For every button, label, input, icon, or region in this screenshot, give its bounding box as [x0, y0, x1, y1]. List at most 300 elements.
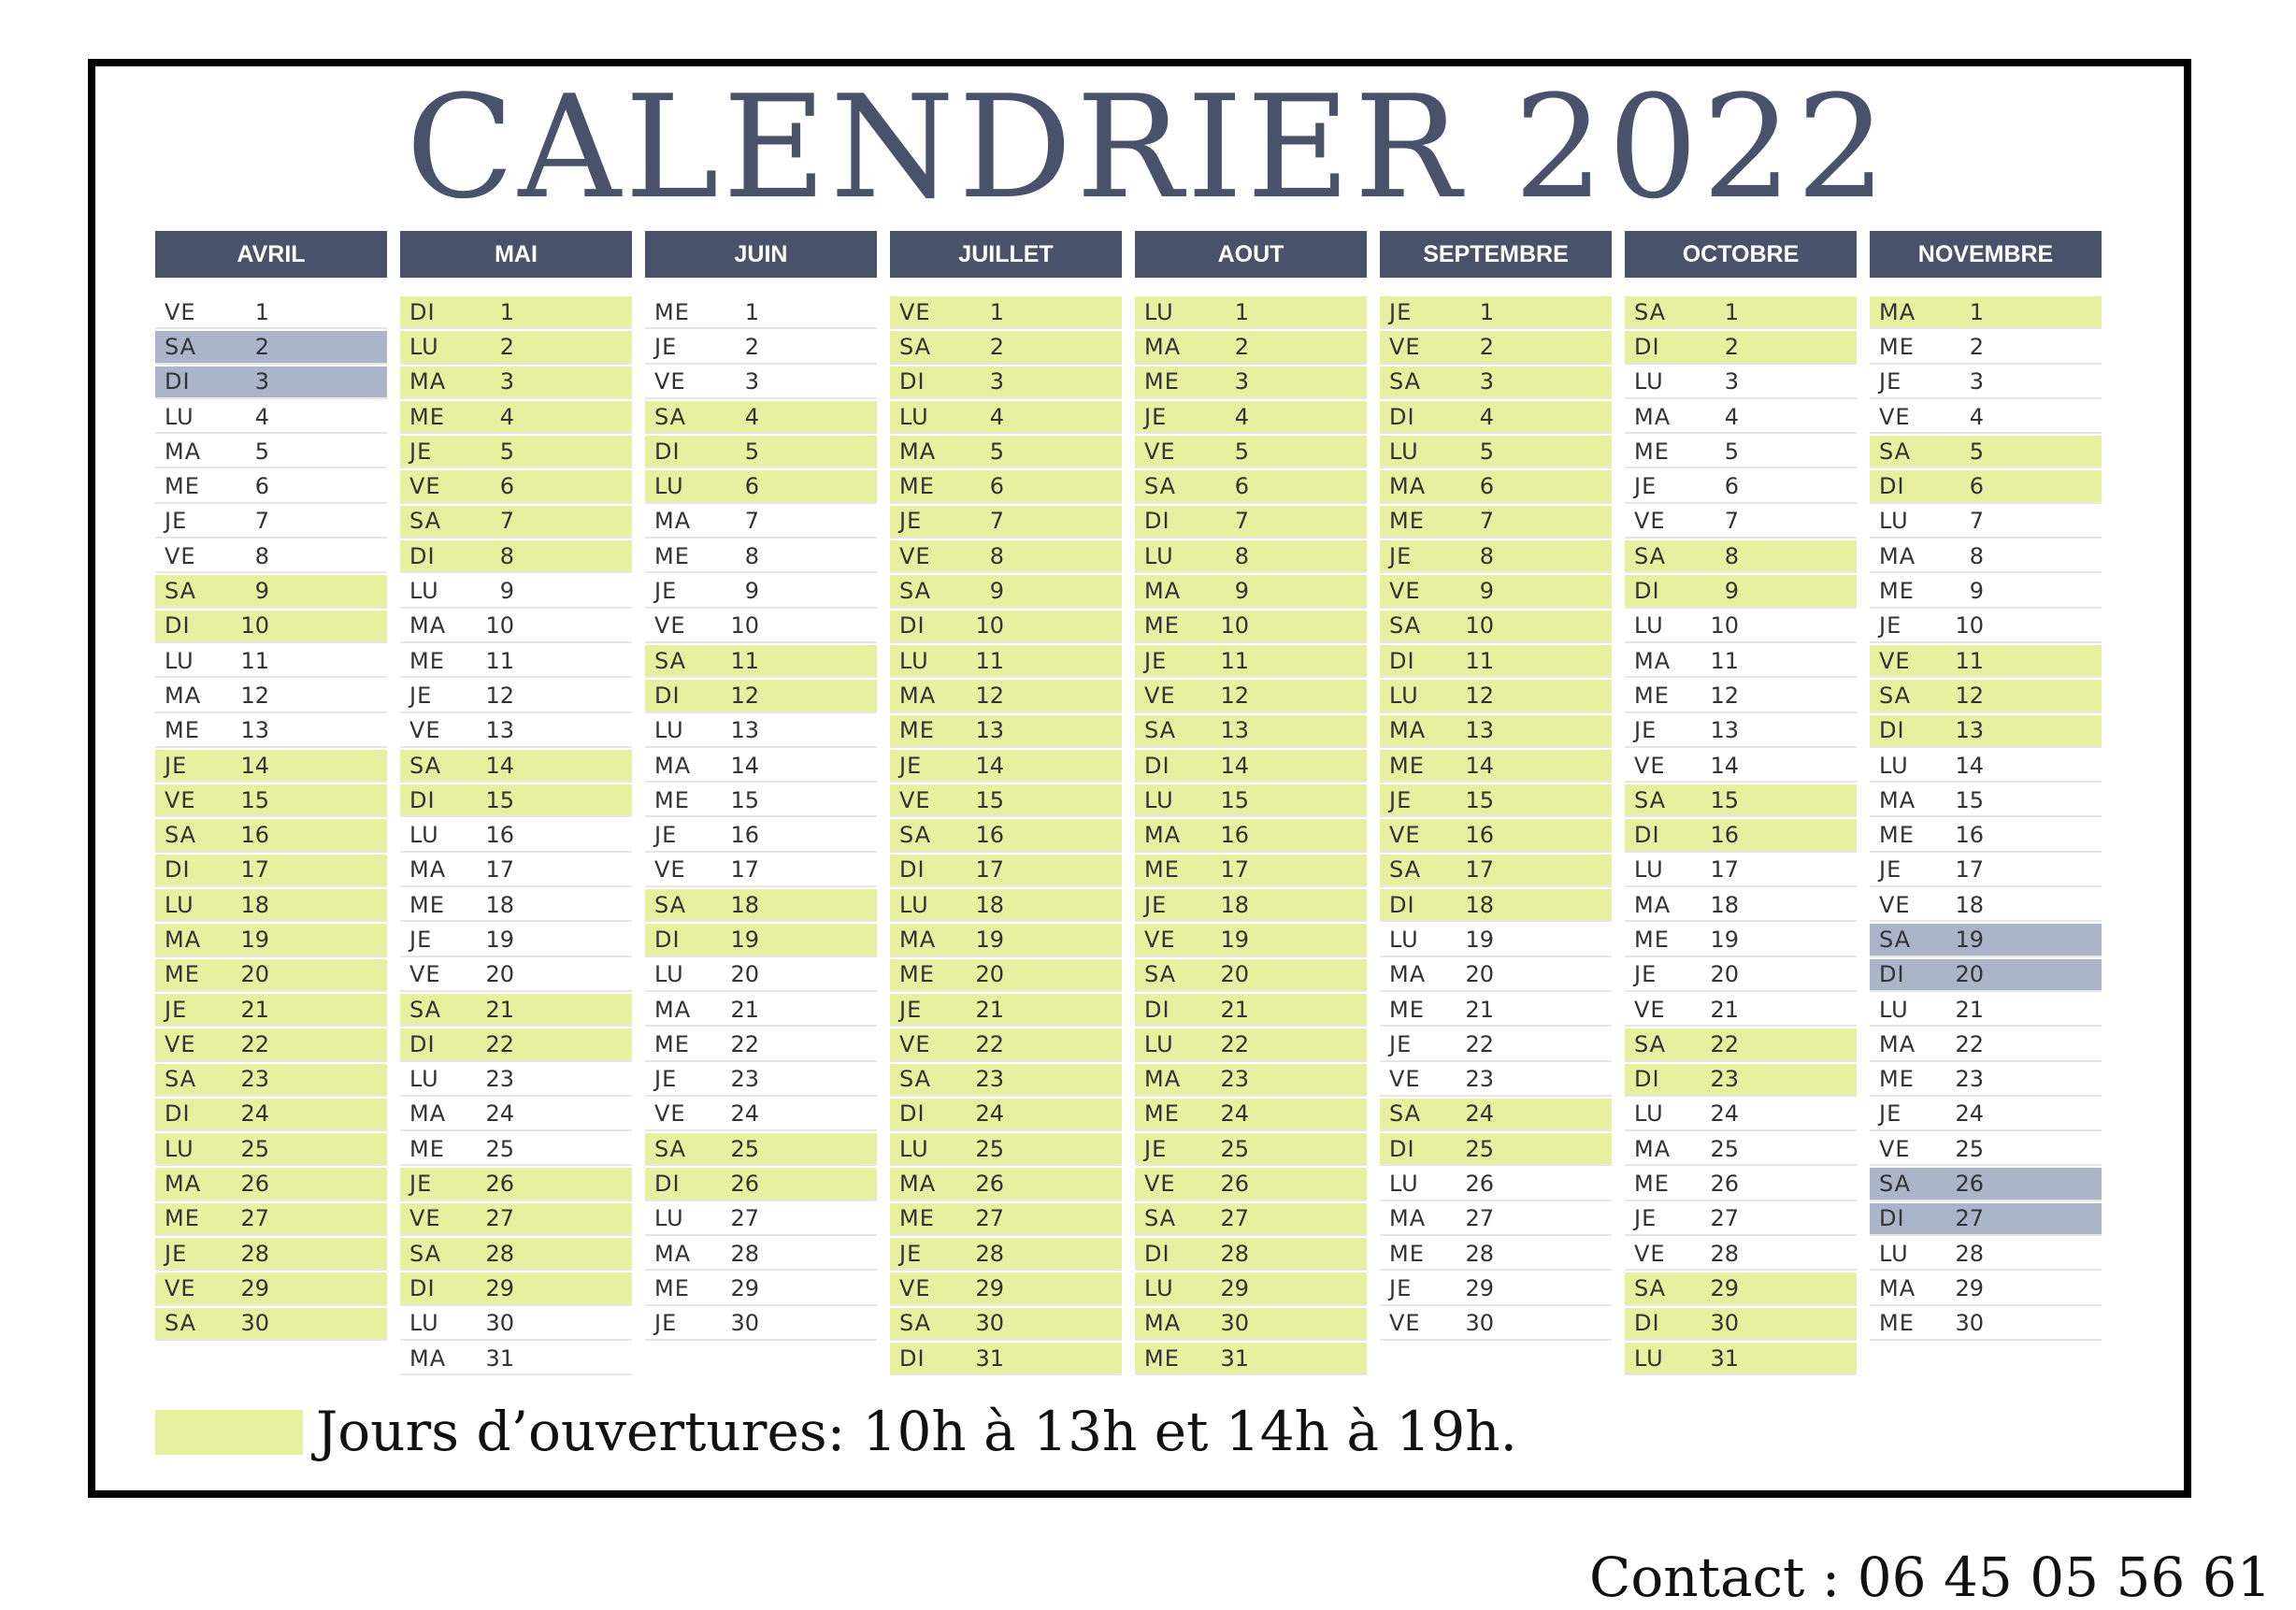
- weekday-label: DI: [1144, 752, 1170, 779]
- weekday-label: ME: [1389, 996, 1425, 1023]
- day-number: 20: [1955, 961, 1984, 988]
- weekday-label: JE: [899, 1240, 923, 1267]
- weekday-label: DI: [899, 368, 926, 395]
- day-row: [1625, 1133, 1857, 1166]
- day-number: 5: [1724, 438, 1739, 465]
- day-row: [1380, 1028, 1612, 1061]
- day-number: 25: [1220, 1135, 1249, 1162]
- weekday-label: DI: [1389, 403, 1415, 430]
- day-row: [400, 645, 632, 678]
- day-number: 23: [730, 1066, 759, 1093]
- weekday-label: VE: [165, 1030, 196, 1057]
- day-number: 25: [1955, 1135, 1984, 1162]
- weekday-label: VE: [1879, 1135, 1911, 1162]
- weekday-label: VE: [899, 1274, 931, 1301]
- day-row: [1870, 889, 2102, 922]
- day-number: 16: [1465, 822, 1494, 849]
- weekday-label: VE: [1389, 333, 1421, 360]
- day-number: 31: [1710, 1344, 1739, 1372]
- weekday-label: DI: [654, 682, 681, 709]
- day-row: [1135, 680, 1367, 712]
- calendar-title: CALENDRIER 2022: [406, 65, 1890, 230]
- day-number: 1: [1724, 298, 1739, 325]
- day-number: 15: [730, 786, 759, 813]
- weekday-label: ME: [654, 1274, 690, 1301]
- weekday-label: LU: [1144, 786, 1174, 813]
- weekday-label: JE: [409, 682, 433, 709]
- weekday-label: VE: [1389, 1066, 1421, 1093]
- day-row: [890, 575, 1122, 608]
- weekday-label: ME: [654, 298, 690, 325]
- day-number: 7: [989, 508, 1004, 535]
- weekday-label: SA: [165, 1066, 197, 1093]
- weekday-label: DI: [1144, 508, 1170, 535]
- day-number: 13: [1955, 717, 1984, 744]
- day-number: 8: [1969, 542, 1984, 569]
- day-number: 6: [989, 473, 1004, 500]
- day-row: [1380, 1168, 1612, 1200]
- month-avril: [155, 231, 387, 1343]
- day-number: 7: [1234, 508, 1249, 535]
- weekday-label: SA: [899, 578, 932, 605]
- weekday-label: DI: [1879, 473, 1905, 500]
- weekday-label: SA: [409, 1240, 442, 1267]
- weekday-label: JE: [899, 752, 923, 779]
- day-row: [1870, 959, 2102, 992]
- day-row: [890, 611, 1122, 643]
- day-number: 30: [1955, 1310, 1984, 1337]
- weekday-label: LU: [1144, 1030, 1174, 1057]
- month-header: AVRIL: [155, 231, 387, 278]
- day-number: 12: [240, 682, 269, 709]
- day-number: 26: [975, 1171, 1004, 1198]
- day-number: 14: [1465, 752, 1494, 779]
- day-row: [645, 994, 877, 1027]
- weekday-label: SA: [654, 891, 687, 918]
- day-number: 22: [485, 1030, 514, 1057]
- weekday-label: LU: [1634, 1100, 1664, 1128]
- day-row: [400, 575, 632, 608]
- weekday-label: ME: [1879, 822, 1915, 849]
- weekday-label: ME: [1389, 752, 1425, 779]
- weekday-label: LU: [409, 1066, 439, 1093]
- weekday-label: DI: [165, 1100, 191, 1128]
- day-row: [1135, 645, 1367, 678]
- month-septembre: [1380, 231, 1612, 1343]
- day-number: 10: [485, 612, 514, 640]
- day-row: [1625, 750, 1857, 783]
- weekday-label: SA: [165, 578, 197, 605]
- day-number: 28: [1710, 1240, 1739, 1267]
- day-row: [155, 715, 387, 748]
- day-number: 25: [240, 1135, 269, 1162]
- day-number: 10: [730, 612, 759, 640]
- weekday-label: DI: [409, 786, 436, 813]
- day-row: [1870, 575, 2102, 608]
- weekday-label: VE: [654, 856, 686, 884]
- weekday-label: JE: [654, 1066, 678, 1093]
- day-row: [645, 680, 877, 712]
- day-number: 20: [485, 961, 514, 988]
- weekday-label: JE: [165, 752, 188, 779]
- weekday-label: ME: [1879, 578, 1915, 605]
- weekday-label: MA: [1634, 647, 1672, 674]
- day-row: [1870, 1308, 2102, 1341]
- day-number: 27: [240, 1205, 269, 1232]
- day-row: [400, 715, 632, 748]
- weekday-label: DI: [899, 856, 926, 884]
- day-row: [155, 750, 387, 783]
- weekday-label: MA: [654, 996, 692, 1023]
- weekday-label: JE: [409, 438, 433, 465]
- day-number: 28: [1465, 1240, 1494, 1267]
- weekday-label: MA: [899, 1171, 937, 1198]
- day-number: 23: [1955, 1066, 1984, 1093]
- weekday-label: VE: [1389, 822, 1421, 849]
- day-number: 5: [1479, 438, 1494, 465]
- day-row: [1135, 1272, 1367, 1305]
- day-row: [400, 436, 632, 468]
- day-number: 10: [1710, 612, 1739, 640]
- day-row: [890, 401, 1122, 434]
- weekday-label: MA: [165, 1171, 202, 1198]
- day-row: [400, 611, 632, 643]
- month-octobre: [1625, 231, 1857, 1377]
- day-number: 6: [1234, 473, 1249, 500]
- day-number: 10: [1955, 612, 1984, 640]
- day-row: [1870, 784, 2102, 817]
- day-row: [890, 331, 1122, 364]
- day-number: 2: [1479, 333, 1494, 360]
- weekday-label: MA: [1144, 822, 1182, 849]
- day-row: [645, 401, 877, 434]
- day-number: 17: [730, 856, 759, 884]
- day-number: 27: [1465, 1205, 1494, 1232]
- weekday-label: JE: [1389, 1274, 1413, 1301]
- weekday-label: ME: [409, 647, 445, 674]
- weekday-label: JE: [1879, 1100, 1902, 1128]
- day-row: [1380, 1308, 1612, 1341]
- day-row: [645, 540, 877, 573]
- day-row: [400, 855, 632, 887]
- day-number: 26: [240, 1171, 269, 1198]
- day-row: [155, 1064, 387, 1097]
- day-row: [400, 924, 632, 956]
- day-number: 12: [1220, 682, 1249, 709]
- day-row: [1625, 715, 1857, 748]
- weekday-label: LU: [409, 1310, 439, 1337]
- day-number: 22: [1465, 1030, 1494, 1057]
- day-row: [1625, 401, 1857, 434]
- day-row: [645, 367, 877, 399]
- day-row: [400, 959, 632, 992]
- day-number: 8: [499, 542, 514, 569]
- weekday-label: JE: [899, 508, 923, 535]
- day-number: 13: [975, 717, 1004, 744]
- day-number: 17: [485, 856, 514, 884]
- day-number: 29: [485, 1274, 514, 1301]
- day-row: [1380, 401, 1612, 434]
- day-number: 26: [730, 1171, 759, 1198]
- weekday-label: ME: [899, 473, 935, 500]
- day-row: [1625, 1064, 1857, 1097]
- day-row: [890, 1133, 1122, 1166]
- day-number: 16: [485, 822, 514, 849]
- day-row: [1135, 924, 1367, 956]
- day-number: 16: [975, 822, 1004, 849]
- weekday-label: VE: [1144, 1171, 1176, 1198]
- day-row: [890, 1099, 1122, 1131]
- day-number: 5: [499, 438, 514, 465]
- day-number: 22: [240, 1030, 269, 1057]
- weekday-label: LU: [1879, 508, 1909, 535]
- day-number: 16: [1955, 822, 1984, 849]
- day-row: [1625, 367, 1857, 399]
- weekday-label: ME: [1389, 1240, 1425, 1267]
- weekday-label: MA: [1634, 1135, 1672, 1162]
- day-number: 7: [499, 508, 514, 535]
- day-row: [155, 819, 387, 852]
- weekday-label: JE: [1389, 298, 1413, 325]
- day-row: [1625, 1308, 1857, 1341]
- weekday-label: VE: [654, 612, 686, 640]
- day-row: [645, 959, 877, 992]
- weekday-label: MA: [1389, 1205, 1427, 1232]
- day-row: [890, 540, 1122, 573]
- day-row: [645, 819, 877, 852]
- month-header: AOUT: [1135, 231, 1367, 278]
- day-row: [645, 855, 877, 887]
- weekday-label: VE: [1634, 1240, 1666, 1267]
- weekday-label: SA: [899, 333, 932, 360]
- weekday-label: JE: [409, 1171, 433, 1198]
- day-row: [155, 1168, 387, 1200]
- day-number: 17: [1955, 856, 1984, 884]
- day-row: [645, 470, 877, 503]
- month-header: JUIN: [645, 231, 877, 278]
- day-number: 1: [254, 298, 269, 325]
- weekday-label: SA: [1634, 1274, 1667, 1301]
- weekday-label: DI: [1879, 1205, 1905, 1232]
- day-row: [1870, 540, 2102, 573]
- day-number: 3: [254, 368, 269, 395]
- day-number: 27: [975, 1205, 1004, 1232]
- day-number: 25: [975, 1135, 1004, 1162]
- day-number: 17: [1220, 856, 1249, 884]
- day-row: [1870, 367, 2102, 399]
- day-number: 21: [1465, 996, 1494, 1023]
- day-number: 7: [1724, 508, 1739, 535]
- weekday-label: VE: [899, 298, 931, 325]
- weekday-label: ME: [1144, 1344, 1180, 1372]
- weekday-label: JE: [1634, 961, 1657, 988]
- day-number: 3: [1969, 368, 1984, 395]
- day-row: [1380, 959, 1612, 992]
- day-number: 11: [975, 647, 1004, 674]
- day-number: 18: [240, 891, 269, 918]
- day-number: 18: [1220, 891, 1249, 918]
- day-row: [1870, 470, 2102, 503]
- day-row: [1625, 1238, 1857, 1271]
- weekday-label: LU: [899, 647, 929, 674]
- day-number: 24: [730, 1100, 759, 1128]
- day-number: 16: [730, 822, 759, 849]
- day-number: 11: [1220, 647, 1249, 674]
- day-number: 26: [1955, 1171, 1984, 1198]
- day-row: [645, 1203, 877, 1236]
- day-row: [1380, 819, 1612, 852]
- weekday-label: MA: [1389, 473, 1427, 500]
- weekday-label: DI: [1879, 961, 1905, 988]
- day-row: [400, 819, 632, 852]
- day-number: 21: [730, 996, 759, 1023]
- day-number: 23: [1710, 1066, 1739, 1093]
- day-number: 19: [1220, 926, 1249, 953]
- day-row: [1380, 1133, 1612, 1166]
- weekday-label: SA: [1879, 926, 1912, 953]
- weekday-label: MA: [409, 612, 447, 640]
- contact-text: Contact : 06 45 05 56 61: [1589, 1545, 2272, 1609]
- day-row: [400, 750, 632, 783]
- day-row: [890, 436, 1122, 468]
- weekday-label: MA: [1144, 578, 1182, 605]
- weekday-label: SA: [1879, 682, 1912, 709]
- day-number: 20: [1710, 961, 1739, 988]
- weekday-label: SA: [899, 822, 932, 849]
- weekday-label: ME: [1634, 682, 1670, 709]
- day-number: 19: [1710, 926, 1739, 953]
- day-number: 6: [1724, 473, 1739, 500]
- weekday-label: VE: [165, 542, 196, 569]
- day-number: 14: [1710, 752, 1739, 779]
- day-row: [890, 470, 1122, 503]
- weekday-label: ME: [1144, 612, 1180, 640]
- weekday-label: LU: [1389, 438, 1419, 465]
- day-row: [400, 1272, 632, 1305]
- day-row: [645, 1133, 877, 1166]
- day-row: [1135, 784, 1367, 817]
- day-row: [155, 645, 387, 678]
- day-row: [1380, 994, 1612, 1027]
- day-row: [1380, 784, 1612, 817]
- day-number: 29: [1220, 1274, 1249, 1301]
- day-row: [1870, 1272, 2102, 1305]
- day-row: [1870, 296, 2102, 329]
- day-row: [155, 401, 387, 434]
- day-row: [645, 889, 877, 922]
- day-number: 12: [730, 682, 759, 709]
- day-row: [890, 855, 1122, 887]
- weekday-label: VE: [899, 786, 931, 813]
- day-number: 13: [485, 717, 514, 744]
- day-row: [1625, 855, 1857, 887]
- day-row: [1870, 1133, 2102, 1166]
- day-number: 30: [975, 1310, 1004, 1337]
- day-row: [400, 1308, 632, 1341]
- day-number: 1: [1969, 298, 1984, 325]
- weekday-label: VE: [1144, 438, 1176, 465]
- day-number: 27: [1710, 1205, 1739, 1232]
- day-row: [400, 889, 632, 922]
- day-row: [645, 296, 877, 329]
- day-row: [155, 611, 387, 643]
- weekday-label: ME: [1634, 1171, 1670, 1198]
- weekday-label: SA: [1144, 961, 1177, 988]
- weekday-label: JE: [1634, 717, 1657, 744]
- day-row: [645, 1168, 877, 1200]
- day-row: [155, 889, 387, 922]
- weekday-label: SA: [1144, 473, 1177, 500]
- day-row: [1625, 1343, 1857, 1375]
- day-row: [645, 1099, 877, 1131]
- weekday-label: MA: [654, 752, 692, 779]
- weekday-label: SA: [165, 822, 197, 849]
- day-number: 9: [1479, 578, 1494, 605]
- weekday-label: DI: [1389, 647, 1415, 674]
- day-row: [1135, 1203, 1367, 1236]
- day-number: 28: [1955, 1240, 1984, 1267]
- weekday-label: DI: [1634, 822, 1660, 849]
- weekday-label: ME: [1389, 508, 1425, 535]
- weekday-label: MA: [409, 856, 447, 884]
- day-number: 28: [240, 1240, 269, 1267]
- day-row: [1870, 645, 2102, 678]
- day-row: [1135, 296, 1367, 329]
- weekday-label: ME: [1144, 856, 1180, 884]
- day-number: 9: [1234, 578, 1249, 605]
- day-row: [1135, 819, 1367, 852]
- day-row: [1625, 296, 1857, 329]
- weekday-label: DI: [899, 612, 926, 640]
- day-number: 12: [1955, 682, 1984, 709]
- day-row: [1380, 575, 1612, 608]
- weekday-label: SA: [1144, 717, 1177, 744]
- day-number: 7: [254, 508, 269, 535]
- day-row: [155, 540, 387, 573]
- day-number: 4: [1479, 403, 1494, 430]
- day-number: 11: [485, 647, 514, 674]
- day-number: 21: [240, 996, 269, 1023]
- day-row: [890, 889, 1122, 922]
- day-row: [645, 750, 877, 783]
- weekday-label: JE: [1144, 403, 1168, 430]
- weekday-label: JE: [1879, 368, 1902, 395]
- day-number: 28: [730, 1240, 759, 1267]
- day-row: [1870, 680, 2102, 712]
- month-mai: [400, 231, 632, 1377]
- legend-swatch: [155, 1410, 303, 1455]
- weekday-label: DI: [1389, 1135, 1415, 1162]
- day-number: 14: [240, 752, 269, 779]
- day-number: 24: [975, 1100, 1004, 1128]
- day-row: [1625, 1099, 1857, 1131]
- day-row: [1625, 784, 1857, 817]
- weekday-label: LU: [1879, 752, 1909, 779]
- day-number: 9: [499, 578, 514, 605]
- day-number: 26: [1465, 1171, 1494, 1198]
- day-number: 23: [1220, 1066, 1249, 1093]
- day-row: [155, 506, 387, 539]
- day-number: 17: [240, 856, 269, 884]
- day-number: 12: [975, 682, 1004, 709]
- day-row: [1625, 506, 1857, 539]
- weekday-label: JE: [654, 578, 678, 605]
- day-number: 21: [975, 996, 1004, 1023]
- month-header: NOVEMBRE: [1870, 231, 2102, 278]
- day-number: 24: [240, 1100, 269, 1128]
- weekday-label: SA: [1879, 438, 1912, 465]
- day-number: 3: [1234, 368, 1249, 395]
